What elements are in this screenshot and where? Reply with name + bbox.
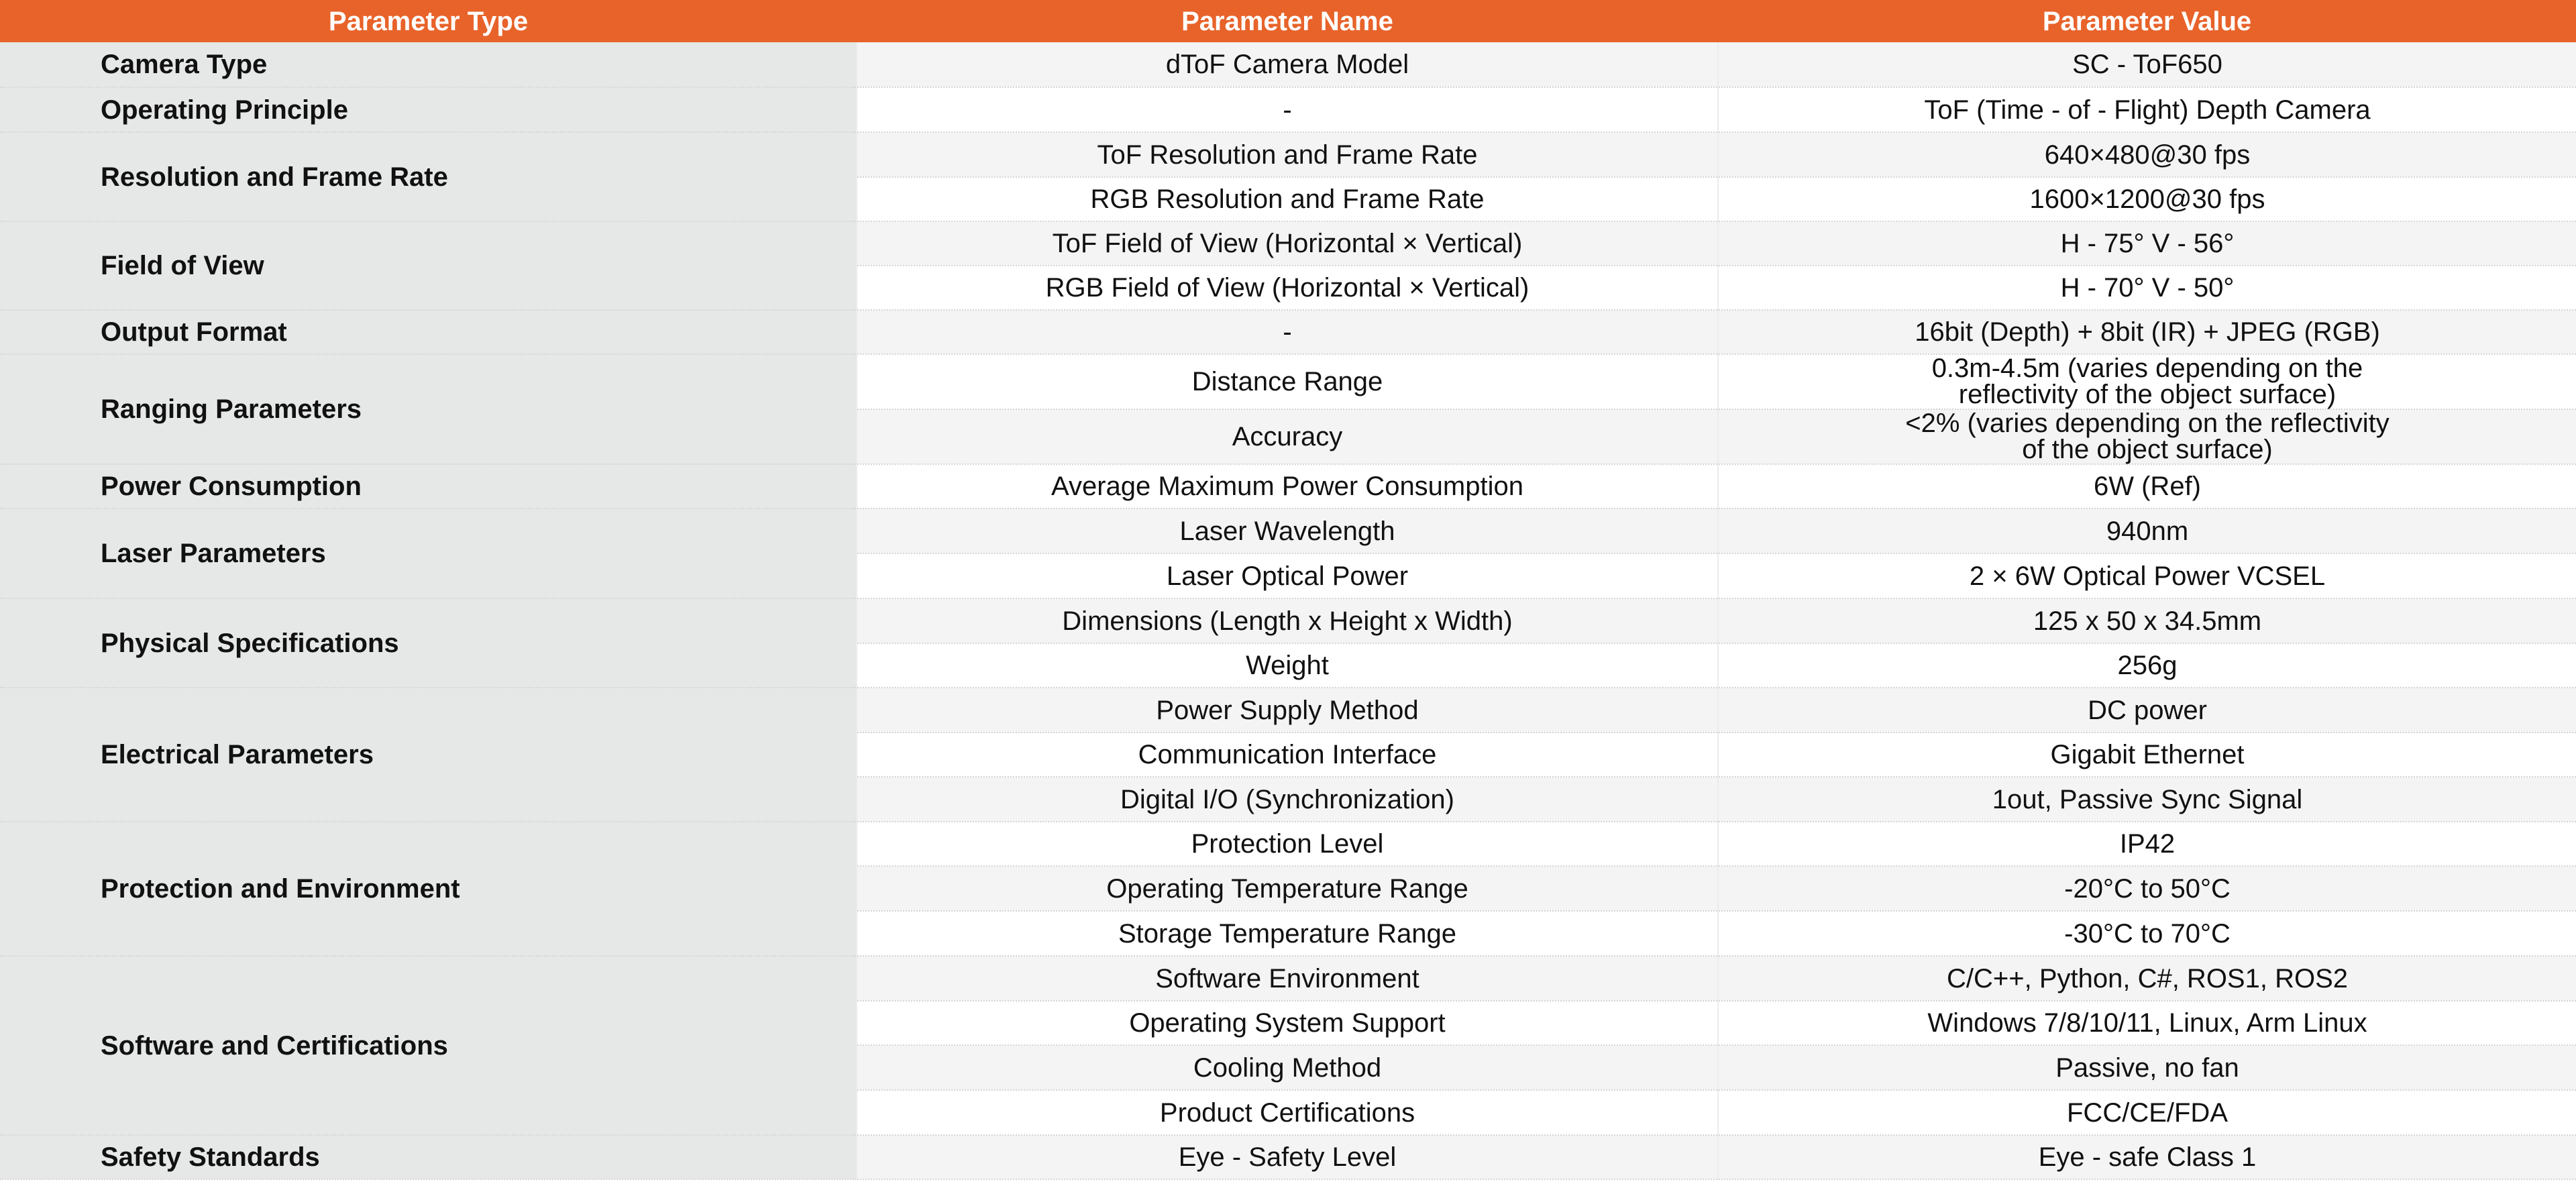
table-row bbox=[0, 132, 2576, 177]
parameter-value-cell: Windows 7/8/10/11, Linux, Arm Linux bbox=[1718, 1001, 2576, 1045]
table-row bbox=[0, 221, 2576, 266]
parameter-name-cell: Dimensions (Length x Height x Width) bbox=[857, 598, 1718, 643]
value-line: reflectivity of the object surface) bbox=[1958, 380, 2337, 409]
parameter-value-cell: 125 x 50 x 34.5mm bbox=[1718, 598, 2576, 643]
parameter-value-cell: 16bit (Depth) + 8bit (IR) + JPEG (RGB) bbox=[1718, 310, 2576, 354]
header-row bbox=[0, 0, 2576, 42]
parameter-value-cell: 2 × 6W Optical Power VCSEL bbox=[1718, 553, 2576, 598]
value-line: of the object surface) bbox=[2022, 435, 2273, 464]
parameter-value-cell: Gigabit Ethernet bbox=[1718, 733, 2576, 777]
parameter-name-cell: dToF Camera Model bbox=[857, 42, 1718, 87]
table-row bbox=[0, 956, 2576, 1001]
parameter-value-cell: SC - ToF650 bbox=[1718, 42, 2576, 87]
table-row bbox=[0, 688, 2576, 733]
parameter-type-cell: Protection and Environment bbox=[0, 822, 857, 956]
parameter-name-cell: Operating System Support bbox=[857, 1001, 1718, 1045]
parameter-name-cell: - bbox=[857, 310, 1718, 354]
parameter-value-cell: 6W (Ref) bbox=[1718, 464, 2576, 508]
parameter-type-cell: Output Format bbox=[0, 310, 857, 354]
parameter-name-cell: Protection Level bbox=[857, 822, 1718, 866]
parameter-type-cell: Safety Standards bbox=[0, 1135, 857, 1179]
table-row bbox=[0, 822, 2576, 866]
parameter-value-cell: -20°C to 50°C bbox=[1718, 866, 2576, 911]
parameter-name-cell: Software Environment bbox=[857, 956, 1718, 1001]
parameter-type-cell: Physical Specifications bbox=[0, 598, 857, 688]
parameter-name-cell: RGB Resolution and Frame Rate bbox=[857, 177, 1718, 221]
parameter-name-cell: Communication Interface bbox=[857, 733, 1718, 777]
parameter-value-cell: Passive, no fan bbox=[1718, 1045, 2576, 1090]
parameter-name-cell: Accuracy bbox=[857, 409, 1718, 464]
header-parameter-value: Parameter Value bbox=[1718, 0, 2576, 42]
parameter-name-cell: Power Supply Method bbox=[857, 688, 1718, 733]
parameter-name-cell: Eye - Safety Level bbox=[857, 1135, 1718, 1179]
header-parameter-type: Parameter Type bbox=[0, 0, 857, 42]
header-parameter-name: Parameter Name bbox=[857, 0, 1718, 42]
parameter-value-cell: 640×480@30 fps bbox=[1718, 132, 2576, 177]
parameter-name-cell: ToF Resolution and Frame Rate bbox=[857, 132, 1718, 177]
parameter-name-cell: Average Maximum Power Consumption bbox=[857, 464, 1718, 508]
parameter-value-cell: 1out, Passive Sync Signal bbox=[1718, 777, 2576, 822]
parameter-name-cell: Laser Wavelength bbox=[857, 508, 1718, 553]
parameter-name-cell: Storage Temperature Range bbox=[857, 911, 1718, 956]
parameter-type-cell: Field of View bbox=[0, 221, 857, 310]
table-row bbox=[0, 508, 2576, 553]
parameter-type-cell: Software and Certifications bbox=[0, 956, 857, 1135]
parameter-value-cell: IP42 bbox=[1718, 822, 2576, 866]
table-row bbox=[0, 42, 2576, 87]
parameter-value-cell: C/C++, Python, C#, ROS1, ROS2 bbox=[1718, 956, 2576, 1001]
parameter-type-cell: Ranging Parameters bbox=[0, 354, 857, 464]
table-row bbox=[0, 354, 2576, 409]
parameter-type-cell: Camera Type bbox=[0, 42, 857, 87]
parameter-value-cell: 940nm bbox=[1718, 508, 2576, 553]
parameter-name-cell: Digital I/O (Synchronization) bbox=[857, 777, 1718, 822]
table-row bbox=[0, 310, 2576, 354]
parameter-name-cell: Operating Temperature Range bbox=[857, 866, 1718, 911]
value-line: 0.3m-4.5m (varies depending on the bbox=[1931, 353, 2363, 383]
parameter-value-cell: FCC/CE/FDA bbox=[1718, 1090, 2576, 1135]
parameter-value-cell: DC power bbox=[1718, 688, 2576, 733]
parameter-name-cell: Weight bbox=[857, 643, 1718, 688]
table-row bbox=[0, 598, 2576, 643]
parameter-value-cell bbox=[1718, 354, 2576, 409]
parameter-value-cell: ToF (Time - of - Flight) Depth Camera bbox=[1718, 87, 2576, 132]
parameter-value-cell: H - 70° V - 50° bbox=[1718, 266, 2576, 310]
table-row bbox=[0, 87, 2576, 132]
parameter-type-cell: Laser Parameters bbox=[0, 508, 857, 598]
parameter-type-cell: Power Consumption bbox=[0, 464, 857, 508]
parameter-name-cell: - bbox=[857, 87, 1718, 132]
parameter-value-cell: Eye - safe Class 1 bbox=[1718, 1135, 2576, 1179]
parameter-name-cell: Distance Range bbox=[857, 354, 1718, 409]
parameter-value-cell: 256g bbox=[1718, 643, 2576, 688]
parameter-value-cell bbox=[1718, 409, 2576, 464]
parameter-name-cell: Cooling Method bbox=[857, 1045, 1718, 1090]
table-row bbox=[0, 1135, 2576, 1179]
parameter-name-cell: Laser Optical Power bbox=[857, 553, 1718, 598]
table-row bbox=[0, 464, 2576, 508]
parameter-value-cell: 1600×1200@30 fps bbox=[1718, 177, 2576, 221]
parameter-type-cell: Resolution and Frame Rate bbox=[0, 132, 857, 221]
parameter-value-cell: -30°C to 70°C bbox=[1718, 911, 2576, 956]
parameter-value-cell: H - 75° V - 56° bbox=[1718, 221, 2576, 266]
parameter-name-cell: RGB Field of View (Horizontal × Vertical) bbox=[857, 266, 1718, 310]
parameter-type-cell: Operating Principle bbox=[0, 87, 857, 132]
parameter-name-cell: Product Certifications bbox=[857, 1090, 1718, 1135]
value-line: <2% (varies depending on the reflectivity bbox=[1905, 408, 2390, 438]
parameter-type-cell: Electrical Parameters bbox=[0, 688, 857, 822]
parameter-name-cell: ToF Field of View (Horizontal × Vertical) bbox=[857, 221, 1718, 266]
